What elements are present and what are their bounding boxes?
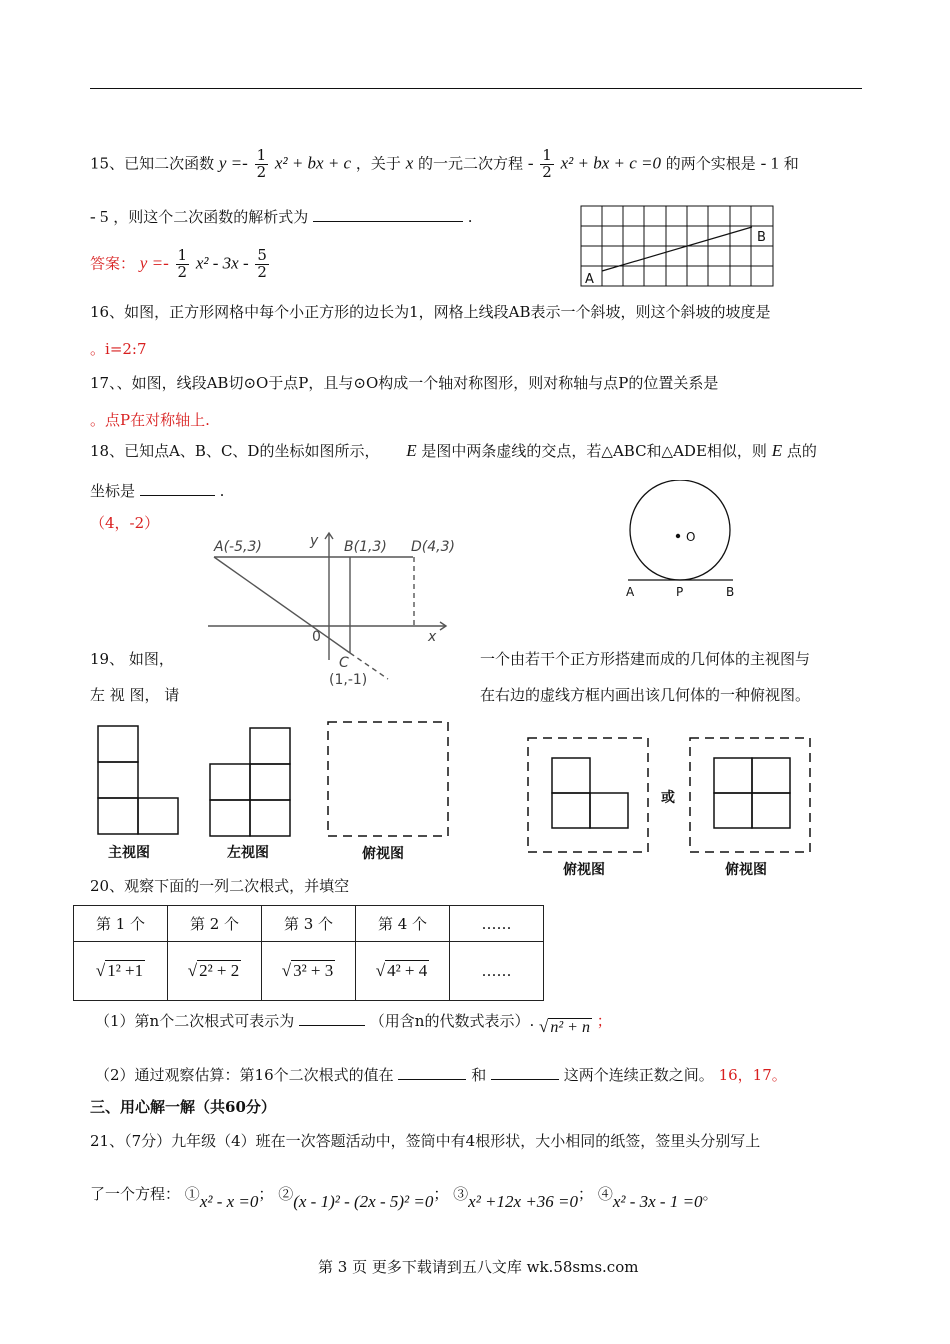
header-cell: ……	[450, 906, 544, 942]
q15-fraction-2: $\frac{1}{2}$	[542, 146, 552, 181]
circle-label-o: O	[686, 530, 696, 544]
q15-line1: 15、已知二次函数 y =- $\frac{1}{2}$ x² + bx + c ，关于 x 的一元二次方程 - $\frac{1}{2}$ x² + bx + c =0 的两个实根是 - 1 和	[90, 146, 799, 181]
header-cell: 第 3 个	[262, 906, 356, 942]
radical-cell: √ 2² + 2	[168, 942, 262, 1001]
q20-part2-blank2[interactable]	[491, 1066, 559, 1080]
circle-label-a: A	[626, 585, 635, 599]
q15-answer-frac1: $\frac{1}{2}$	[177, 246, 188, 281]
q20-part2-blank1[interactable]	[398, 1066, 466, 1080]
coordinate-figure	[208, 525, 458, 690]
left-view-figure	[208, 726, 292, 838]
label-y: y	[310, 533, 319, 549]
q20-part1-blank[interactable]	[299, 1012, 365, 1026]
or-label: 或	[661, 790, 675, 806]
q17-answer: 。点P在对称轴上.	[90, 411, 210, 429]
radical-table	[73, 905, 544, 1001]
header-cell: 第 4 个	[356, 906, 450, 942]
label-d: D(4,3)	[411, 539, 455, 555]
section3-title: 三、用心解一解（共60分）	[90, 1098, 276, 1116]
top-view-answer-2	[688, 736, 814, 856]
grid-label-a: A	[585, 272, 594, 287]
circle-label-b: B	[726, 585, 735, 599]
radical-cell: √ 4² + 4	[356, 942, 450, 1001]
front-view-figure	[96, 724, 180, 836]
q16-text: 16、如图，正方形网格中每个小正方形的边长为1，网格上线段AB表示一个斜坡，则这个斜坡的坡度是	[90, 303, 771, 321]
label-x: x	[428, 629, 437, 645]
header-cell: 第 2 个	[168, 906, 262, 942]
q15-answer-frac2: $\frac{5}{2}$	[257, 246, 267, 281]
label-c-coord: (1,-1)	[329, 672, 368, 688]
header-cell: 第 1 个	[74, 906, 168, 942]
top-view-answer-1	[526, 736, 652, 856]
label-b: B(1,3)	[344, 539, 387, 555]
q15-line2: - 5 ，则这个二次函数的解析式为 .	[90, 207, 473, 226]
q19-line2-left: 左 视 图， 请	[90, 686, 180, 704]
radical-cell: √ 3² + 3	[262, 942, 356, 1001]
q15-fraction: $\frac{1}{2}$	[256, 146, 267, 181]
label-o: 0	[312, 629, 321, 645]
q20-text: 20、观察下面的一列二次根式，并填空	[90, 877, 350, 895]
caption-left-view: 左视图	[227, 845, 269, 861]
q19-line1-right: 一个由若干个正方形搭建而成的几何体的主视图与	[480, 650, 811, 668]
q18-line1: 18、已知点A、B、C、D的坐标如图所示， E 是图中两条虚线的交点，若△ABC和△ADE相似，则 E 点的	[90, 441, 817, 460]
caption-top-view-3: 俯视图	[725, 862, 767, 878]
q21-line1: 21、（7分）九年级（4）班在一次答题活动中，签筒中有4根形状，大小相同的纸签，签里头分别写上	[90, 1132, 761, 1150]
q16-answer: 。i=2:7	[90, 340, 147, 358]
tangent-circle-figure	[620, 480, 750, 600]
q18-answer-blank[interactable]	[140, 482, 215, 496]
q17-text: 17、、如图，线段AB切⊙O于点P，且与⊙O构成一个轴对称图形，则对称轴与点P的位置关系是	[90, 374, 719, 392]
dots-cell: ……	[450, 942, 544, 1001]
q18-answer: （4，-2）	[90, 514, 160, 532]
q15-answer-blank[interactable]	[313, 208, 463, 222]
circle-label-p: P	[676, 585, 684, 599]
top-view-blank-frame[interactable]	[326, 720, 452, 840]
caption-top-view-2: 俯视图	[563, 862, 605, 878]
q20-part2: （2）通过观察估算：第16个二次根式的值在 和 这两个连续正数之间。 16，17。	[95, 1066, 787, 1084]
q21-line2: 了一个方程： ①x² - x =0； ②(x - 1)² - (2x - 5)² =0； ③x² +12x +36 =0； ④x² - 3x - 1 =0。	[90, 1185, 718, 1211]
label-a: A(-5,3)	[214, 539, 262, 555]
q19-line2-right: 在右边的虚线方框内画出该几何体的一种俯视图。	[480, 686, 811, 704]
slope-grid-figure	[580, 205, 780, 289]
caption-front-view: 主视图	[108, 845, 150, 861]
q15-answer: 答案： y =- $\frac{1}{2}$ x² - 3x - $\frac{5}{2}$	[90, 246, 267, 281]
grid-label-b: B	[757, 230, 766, 245]
page-footer: 第 3 页 更多下载请到五八文库 wk.58sms.com	[318, 1258, 639, 1276]
q18-line2: 坐标是 .	[90, 482, 225, 500]
header-rule	[90, 88, 862, 89]
q19-line1-left: 19、 如图，	[90, 650, 174, 668]
q20-part1: （1）第n个二次根式可表示为 （用含n的代数式表示）. √ n² + n ；	[95, 1012, 612, 1036]
caption-top-view: 俯视图	[362, 846, 404, 862]
label-c: C	[339, 655, 349, 671]
radical-cell: √ 1² +1	[74, 942, 168, 1001]
q20-part1-answer: √ n² + n	[539, 1017, 590, 1036]
